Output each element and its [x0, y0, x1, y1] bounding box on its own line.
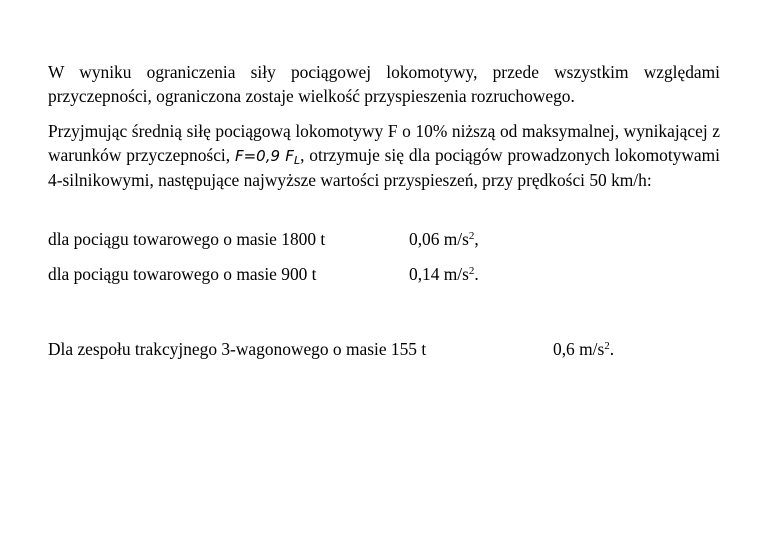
emu-155t-value [553, 337, 614, 361]
force-formula [235, 147, 300, 165]
freight-900t-value [409, 262, 479, 286]
emu-155t-label: Dla zespołu trakcyjnego 3-wagonowego o masie 155 t [48, 339, 427, 359]
value-text: 0,14 m/s [409, 264, 469, 284]
intro-paragraph: W wyniku ograniczenia siły pociągowej lokomotywy, przede wszystkim względami przyczepności, ograniczona zostaje wielkość przyspieszenia rozruchowego. [48, 62, 720, 106]
assumption-text-before: Przyjmując średnią siłę pociągową lokomotywy F o 10% niższą od maksymalnej, wynikającej z warunków przyczepności, [48, 121, 720, 165]
value-punctuation: , [474, 229, 479, 249]
freight-1800t-value [409, 227, 479, 251]
value-exponent: 2 [468, 265, 475, 277]
value-exponent: 2 [468, 230, 475, 242]
value-punctuation: . [609, 339, 615, 359]
formula-main: F=0,9 F [234, 147, 294, 165]
value-punctuation: . [474, 264, 479, 284]
assumption-text-after: , otrzymuje się dla pociągów prowadzonych lokomotywami 4-silnikowymi, następujące najwyższe wartości przyspieszeń, przy prędkości 50 km/h: [48, 145, 720, 190]
formula-subscript: L [293, 154, 301, 167]
value-exponent: 2 [604, 340, 610, 352]
freight-1800t-label: dla pociągu towarowego o masie 1800 t [48, 229, 326, 249]
assumption-paragraph [48, 119, 720, 192]
value-text: 0,6 m/s [553, 339, 605, 359]
value-text: 0,06 m/s [409, 229, 469, 249]
freight-900t-label: dla pociągu towarowego o masie 900 t [48, 264, 317, 284]
